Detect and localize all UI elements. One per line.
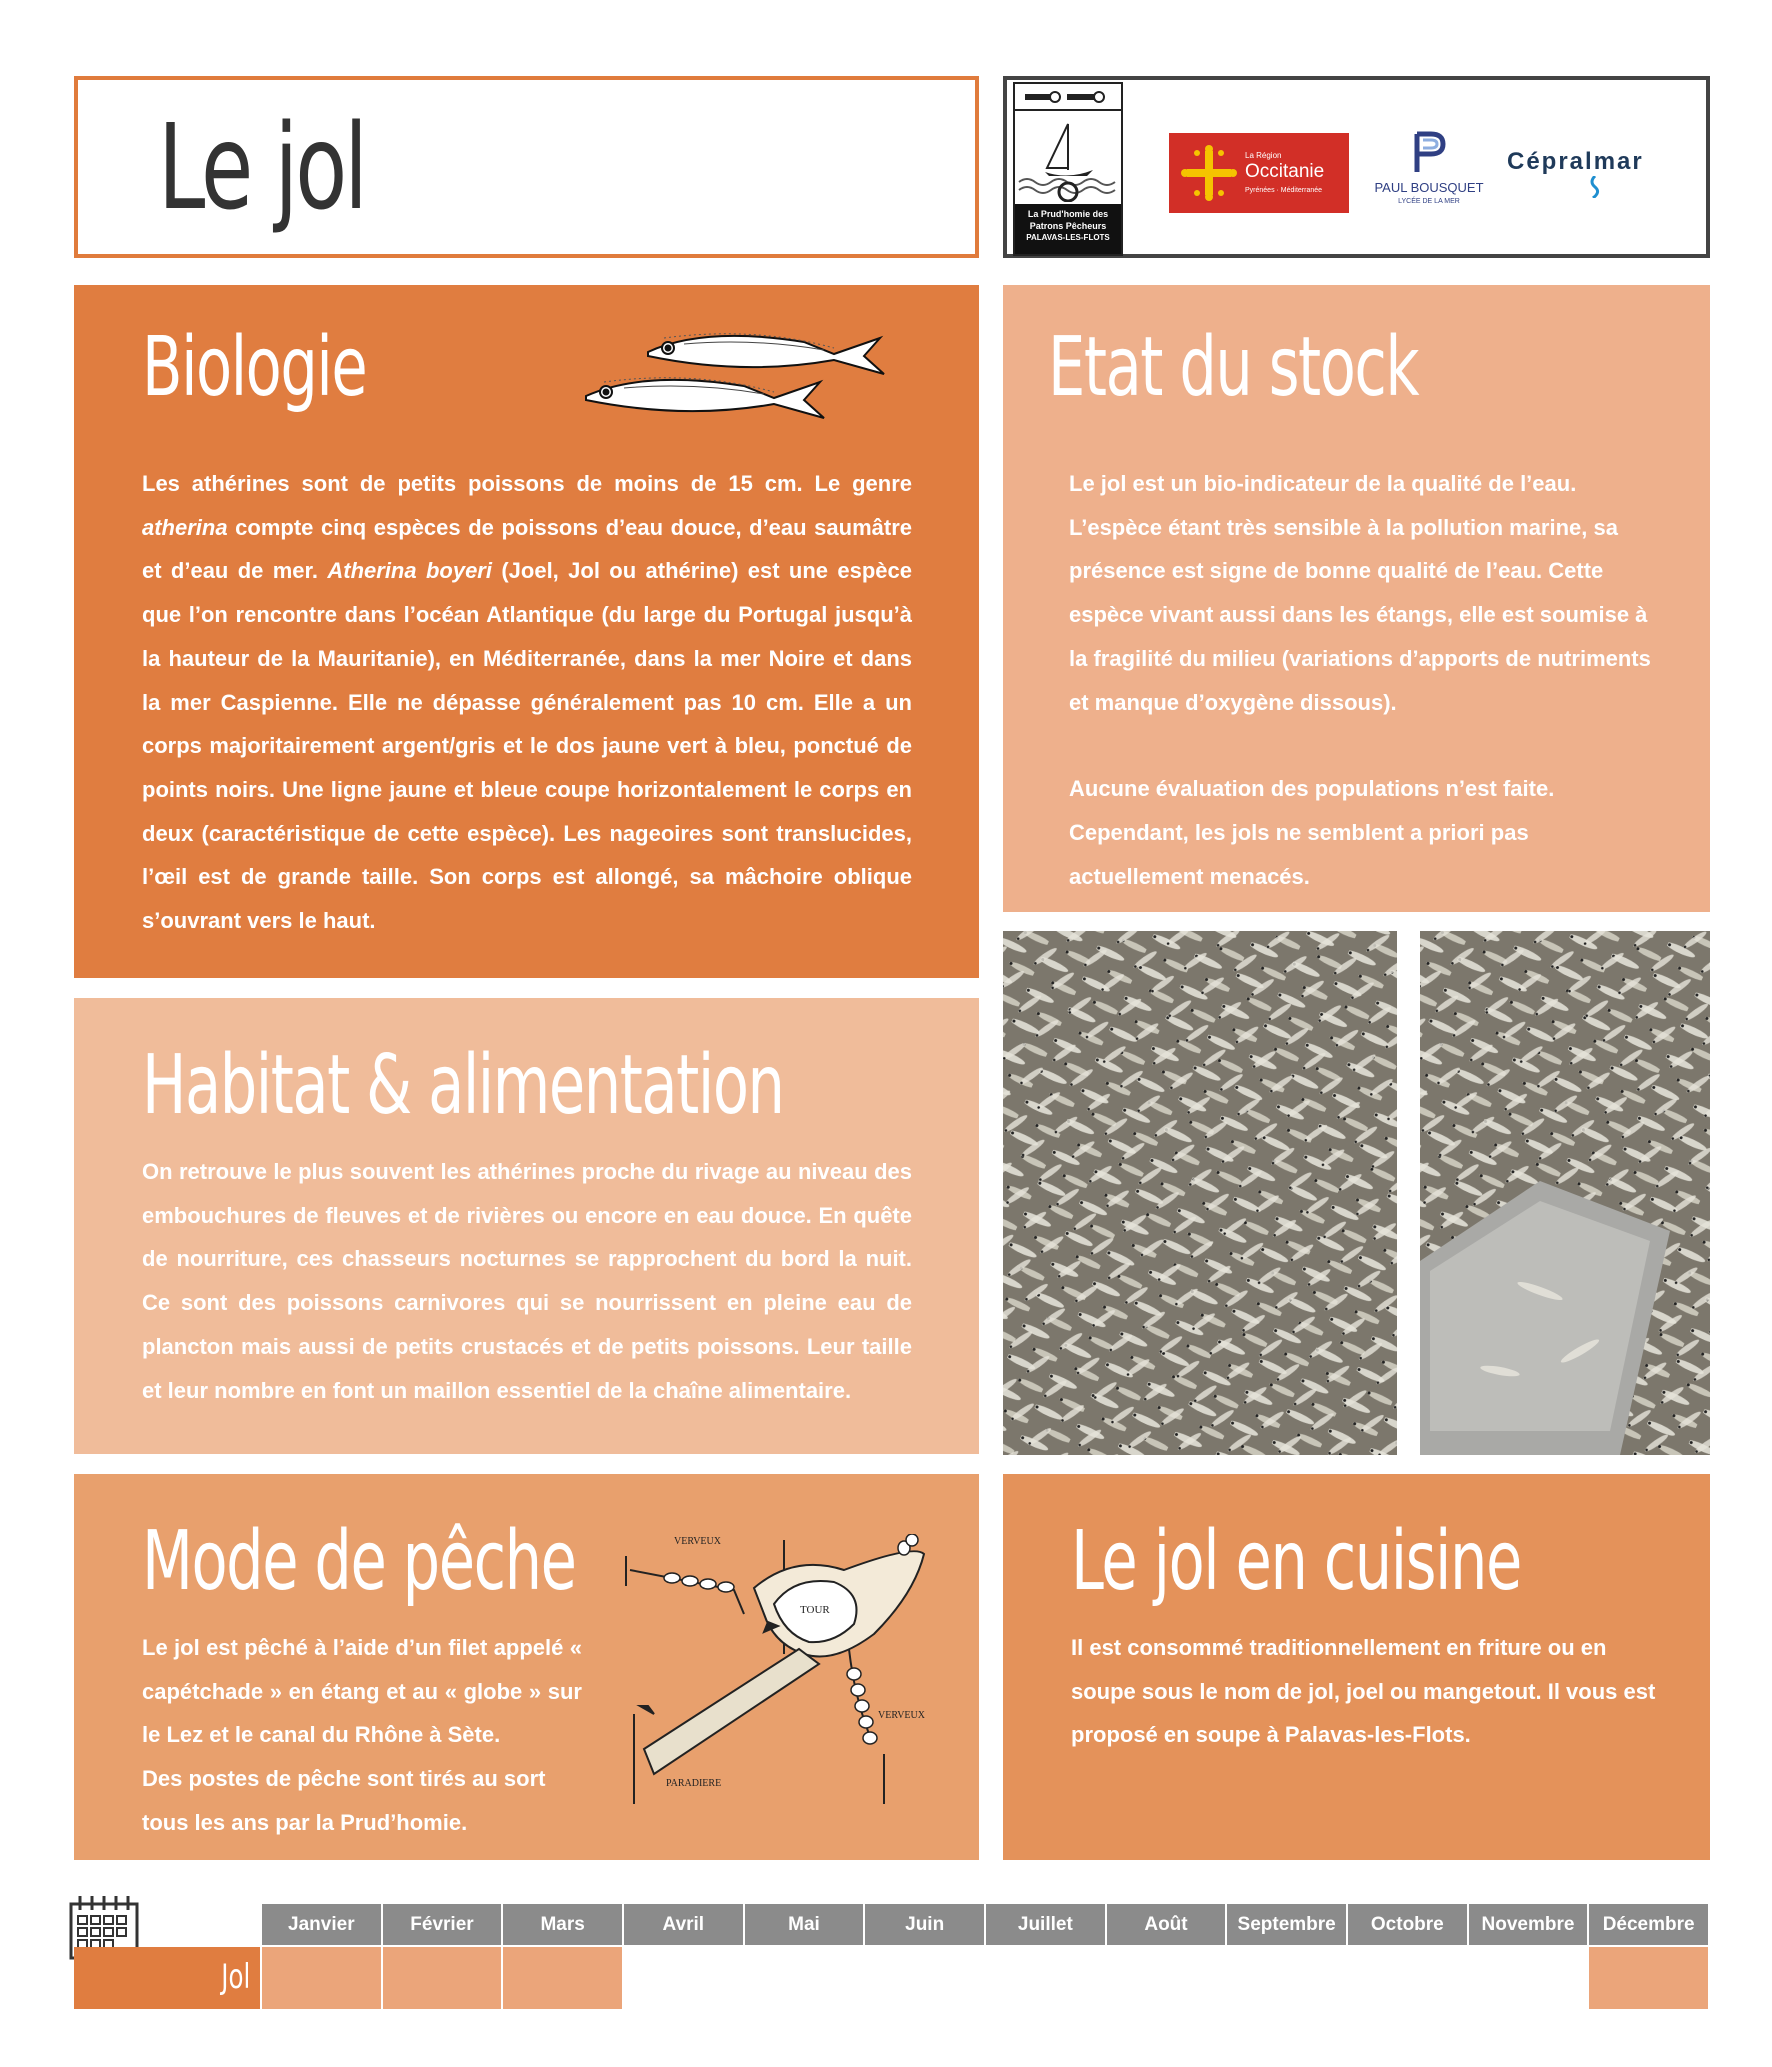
- habitat-text: On retrouve le plus souvent les athérines proche du rivage au niveau des embouchures de fleuves et de rivières ou encore en eau douce. En quête de nourriture, ces chasseurs nocturnes se rapprochent du bord la nuit. Ce sont des poissons carnivores qui se nourrissent en pleine eau de plancton mais aussi de petits crustacés et de petits poissons. Leur taille et leur nombre en font un maillon essentiel de la chaîne alimentaire.: [142, 1159, 912, 1403]
- occitan-cross-icon: [1179, 143, 1239, 203]
- calendar-month-cell: [262, 1947, 383, 2009]
- peche-heading: Mode de pêche: [142, 1514, 576, 1609]
- cuisine-heading: Le jol en cuisine: [1071, 1514, 1521, 1609]
- biologie-heading: Biologie: [142, 320, 367, 415]
- calendar-month-header: Octobre: [1348, 1904, 1469, 1945]
- calendar-month-header: Août: [1107, 1904, 1228, 1945]
- biologie-text-2: compte cinq espèces de poissons d’eau douce, d’eau saumâtre et d’eau de mer.: [142, 514, 912, 584]
- fish-icon: [586, 378, 824, 418]
- calendar-month-header: Mars: [503, 1904, 624, 1945]
- biologie-panel: [74, 285, 979, 978]
- cuisine-text: Il est consommé traditionnellement en friture ou en soupe sous le nom de jol, joel ou mangetout. Il vous est proposé en soupe à Palavas-les-Flots.: [1071, 1635, 1656, 1748]
- calendar-month-header: Janvier: [262, 1904, 383, 1945]
- peche-text: [142, 1626, 582, 1845]
- diagram-label-verveux-right: VERVEUX: [878, 1710, 925, 1721]
- fish-pile-image: [1003, 931, 1397, 1455]
- paul-bousquet-logo: [1369, 130, 1489, 220]
- calendar-row-label: [74, 1947, 260, 2009]
- habitat-panel: [74, 998, 979, 1454]
- boat-icon: [1015, 84, 1121, 202]
- stock-heading: Etat du stock: [1048, 320, 1419, 415]
- calendar-month-cell: [745, 1947, 866, 2009]
- stock-paragraph-1: Le jol est un bio-indicateur de la qualité de l’eau. L’espèce étant très sensible à la pollution marine, sa présence est signe de bonne qualité de l’eau. Cette espèce vivant aussi dans les étangs, elle est soumise à la fragilité du milieu (variations d’apports de nutriments et manque d’oxygène dissous).: [1069, 471, 1651, 715]
- calendar-month-cell: [1469, 1947, 1590, 2009]
- biologie-text: [142, 462, 912, 943]
- calendar-month-cell: [986, 1947, 1107, 2009]
- diagram-label-paradiere: PARADIERE: [666, 1778, 722, 1789]
- peche-paragraph-2: Des postes de pêche sont tirés au sort tous les ans par la Prud’homie.: [142, 1766, 546, 1835]
- diagram-label-tour: TOUR: [800, 1604, 830, 1616]
- occitanie-logo: [1169, 133, 1349, 213]
- prudhomie-text-3: PALAVAS-LES-FLOTS: [1026, 233, 1110, 242]
- calendar-month-header: Juin: [865, 1904, 986, 1945]
- stock-text: [1069, 462, 1659, 898]
- occitanie-sub: Pyrénées · Méditerranée: [1245, 187, 1323, 194]
- calendar-month-header: Juillet: [986, 1904, 1107, 1945]
- calendar-species: Jol: [220, 1957, 250, 1997]
- page-title: Le jol: [158, 98, 366, 236]
- logos-box: [1003, 76, 1710, 258]
- biologie-text-1: Les athérines sont de petits poissons de moins de 15 cm. Le genre: [142, 471, 912, 496]
- fish-scoop-image: [1420, 931, 1710, 1455]
- fish-illustration: [584, 320, 904, 435]
- peche-panel: [74, 1474, 979, 1860]
- calendar-month-cell: [383, 1947, 504, 2009]
- biologie-text-3: (Joel, Jol ou athérine) est une espèce que l’on rencontre dans l’océan Atlantique (du large du Portugal jusqu’à la hauteur de la Mauritanie), en Méditerranée, dans la mer Noire et dans la mer Caspienne. Elle ne dépasse généralement pas 10 cm. Elle a un corps majoritairement argent/gris et le dos jaune vert à bleu, ponctué de points noirs. Une ligne jaune et bleue coupe horizontalement le corps en deux (caractéristique de cette espèce). Les nageoires sont translucides, l’œil est de grande taille. Son corps est allongé, sa mâchoire oblique s’ouvrant vers le haut.: [142, 558, 913, 934]
- calendar-month-cell: [503, 1947, 624, 2009]
- calendar-month-header: Décembre: [1589, 1904, 1710, 1945]
- habitat-heading: Habitat & alimentation: [142, 1038, 784, 1133]
- cuisine-panel: [1003, 1474, 1710, 1860]
- calendar-month-cell: [1107, 1947, 1228, 2009]
- calendar-month-header: Septembre: [1227, 1904, 1348, 1945]
- capetchade-diagram: [614, 1534, 954, 1804]
- stock-panel: [1003, 285, 1710, 912]
- title-box: [74, 76, 979, 258]
- lycee-p-icon: [1409, 130, 1449, 174]
- lycee-name: PAUL BOUSQUET: [1374, 180, 1484, 195]
- calendar-month-cell: [624, 1947, 745, 2009]
- prudhomie-text-2: Patrons Pêcheurs: [1029, 221, 1107, 231]
- fish-photo-1: [1003, 931, 1397, 1455]
- calendar-month-cell: [865, 1947, 986, 2009]
- calendar-month-cell: [1589, 1947, 1710, 2009]
- cepralmar-logo: Cépralmar: [1507, 148, 1644, 175]
- biologie-genus: atherina: [142, 514, 228, 540]
- fish-photo-2: [1420, 931, 1710, 1455]
- calendar-month-cell: [1348, 1947, 1469, 2009]
- calendar-month-header: Février: [383, 1904, 504, 1945]
- diagram-label-verveux-top: VERVEUX: [674, 1536, 721, 1547]
- calendar-month-header: Novembre: [1469, 1904, 1590, 1945]
- biologie-species: Atherina boyeri: [327, 558, 492, 584]
- occitanie-small: La Région: [1245, 151, 1282, 160]
- calendar-month-header: Mai: [745, 1904, 866, 1945]
- peche-paragraph-1: Le jol est pêché à l’aide d’un filet appelé « capétchade » en étang et au « globe » sur le Lez et le canal du Rhône à Sète.: [142, 1635, 582, 1748]
- prudhomie-text-1: La Prud'homie des: [1027, 209, 1109, 219]
- fish-icon: [648, 334, 884, 374]
- occitanie-name: Occitanie: [1245, 161, 1325, 182]
- lycee-sub: LYCÉE DE LA MER: [1398, 198, 1460, 205]
- cepralmar-wave-icon: [1585, 176, 1605, 198]
- prudhomie-logo: [1013, 82, 1123, 256]
- stock-paragraph-2: Aucune évaluation des populations n’est faite. Cependant, les jols ne semblent a priori pas actuellement menacés.: [1069, 776, 1555, 889]
- calendar-month-header: Avril: [624, 1904, 745, 1945]
- net-diagram-image: [614, 1534, 954, 1804]
- calendar-month-cell: [1227, 1947, 1348, 2009]
